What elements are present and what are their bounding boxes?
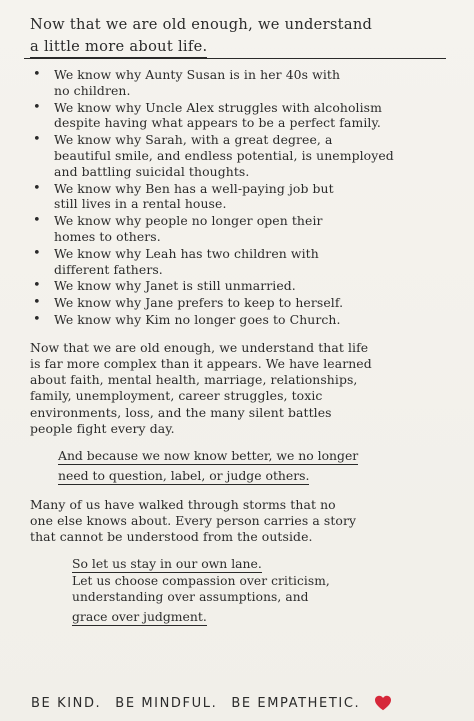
be-empathetic-text: BE EMPATHETIC. <box>231 695 361 711</box>
grace-line: grace over judgment. <box>72 608 207 624</box>
bullet-item-4 <box>24 181 452 213</box>
paragraph-line: about faith, mental health, marriage, relationships, <box>30 372 358 388</box>
bullet-item-1 <box>24 67 452 99</box>
bullet-line: • We know why Leah has two children with <box>54 245 319 261</box>
underlined-statement <box>24 445 452 485</box>
paragraph-line: Now that we are old enough, we understand that life <box>30 339 369 355</box>
underlined-line: need to question, label, or judge others. <box>58 467 310 483</box>
bullet-line: no children. <box>54 82 131 98</box>
bullet-item-7 <box>24 278 452 294</box>
paragraph-line: one else knows about. Every person carries a story <box>30 513 357 529</box>
title-line-1: Now that we are old enough, we understand <box>30 16 373 33</box>
underlined-line: And because we now know better, we no longer <box>58 447 359 463</box>
storms-paragraph <box>24 497 452 546</box>
bullet-item-2 <box>24 100 452 132</box>
bullet-line: • We know why Kim no longer goes to Church. <box>54 311 341 327</box>
bullet-line: • We know why Jane prefers to keep to herself. <box>54 295 344 311</box>
be-mindful-text: BE MINDFUL. <box>115 695 218 711</box>
bullet-line: different fathers. <box>54 261 163 277</box>
paragraph-line: people fight every day. <box>30 420 175 436</box>
bullet-line: despite having what appears to be a perfect family. <box>54 115 381 131</box>
title-divider <box>24 58 446 59</box>
bullet-line: • We know why Ben has a well-paying job but <box>54 180 334 196</box>
bullet-line: and battling suicidal thoughts. <box>54 163 250 179</box>
bullet-line: • We know why Uncle Alex struggles with alcoholism <box>54 99 382 115</box>
paragraph-line: family, unemployment, career struggles, toxic <box>30 388 323 404</box>
footer-slogan <box>31 695 392 711</box>
bullet-item-9 <box>24 312 452 328</box>
paragraph-line: that cannot be understood from the outside. <box>30 529 313 545</box>
bullet-item-6 <box>24 246 452 278</box>
bullet-line: • We know why Sarah, with a great degree, a <box>54 132 333 148</box>
closing-block <box>24 553 452 626</box>
bullet-line: beautiful smile, and endless potential, is unemployed <box>54 147 394 163</box>
compassion-line: understanding over assumptions, and <box>72 590 309 605</box>
paragraph-line: is far more complex than it appears. We have learned <box>30 355 372 371</box>
paragraph-line: Many of us have walked through storms that no <box>30 496 336 512</box>
bullet-item-5 <box>24 213 452 245</box>
paragraph-line: environments, loss, and the many silent battles <box>30 404 332 420</box>
heart-icon <box>374 695 392 711</box>
compassion-line: Let us choose compassion over criticism, <box>72 573 330 588</box>
complexity-paragraph <box>24 340 452 437</box>
bullet-line: still lives in a rental house. <box>54 196 227 212</box>
bullet-line: • We know why Janet is still unmarried. <box>54 278 296 294</box>
be-kind-text: BE KIND. <box>31 695 102 711</box>
bullet-item-8 <box>24 295 452 311</box>
bullet-line: • We know why people no longer open their <box>54 213 323 229</box>
own-lane-line: So let us stay in our own lane. <box>72 555 262 571</box>
heart-shape <box>375 696 391 711</box>
bullet-list <box>24 67 452 328</box>
title-line-2: a little more about life. <box>30 37 207 58</box>
bullet-line: homes to others. <box>54 228 161 244</box>
bullet-item-3 <box>24 132 452 179</box>
bullet-line: • We know why Aunty Susan is in her 40s with <box>54 67 341 82</box>
